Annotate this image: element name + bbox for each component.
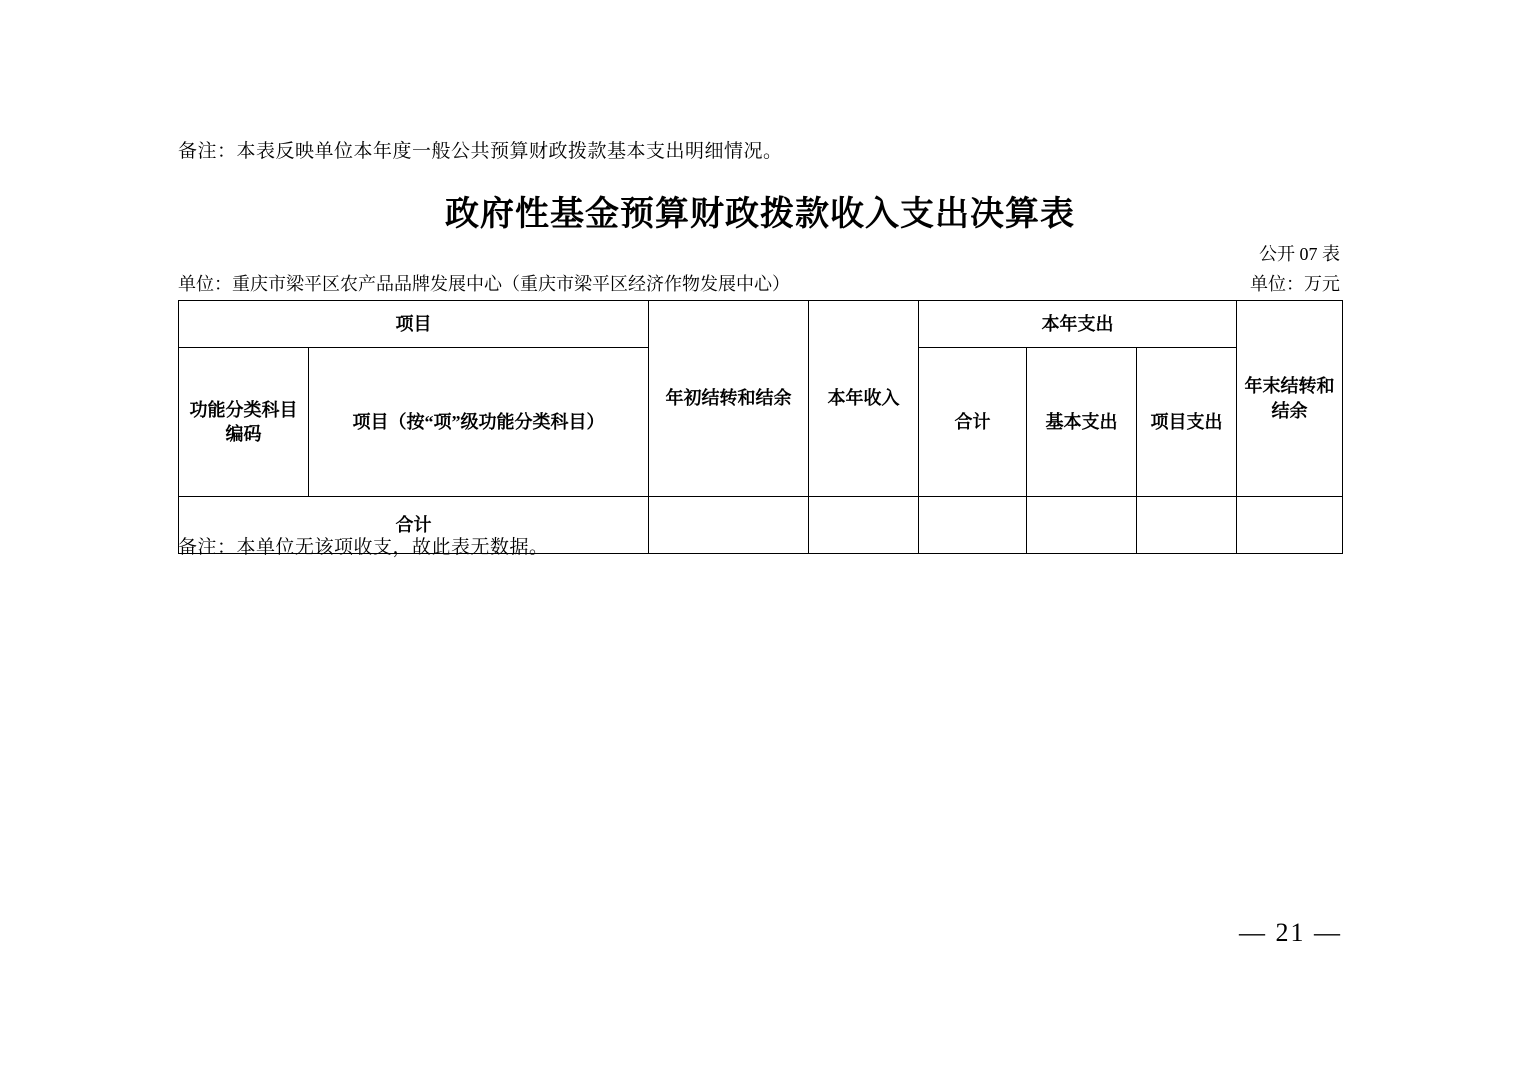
header-year-expense-group: 本年支出: [919, 301, 1237, 348]
page-number: — 21 —: [1239, 918, 1342, 947]
budget-table: [178, 300, 1343, 554]
note-bottom: 备注：本单位无该项收支，故此表无数据。: [178, 537, 549, 558]
row-total-end-balance: [1237, 497, 1343, 554]
header-function-code: 功能分类科目编码: [179, 348, 309, 497]
header-item-group: 项目: [179, 301, 649, 348]
page-title: 政府性基金预算财政拨款收入支出决算表: [445, 196, 1075, 233]
unit-measure: 单位：万元: [1250, 274, 1340, 294]
row-total-expense-total: [919, 497, 1027, 554]
header-expense-total: 合计: [919, 348, 1027, 497]
header-end-balance: 年末结转和结余: [1237, 301, 1343, 497]
header-basic-expense: 基本支出: [1027, 348, 1137, 497]
row-total-begin-balance: [649, 497, 809, 554]
header-year-income: 本年收入: [809, 301, 919, 497]
header-begin-balance: 年初结转和结余: [649, 301, 809, 497]
header-item-name: 项目（按“项”级功能分类科目）: [309, 348, 649, 497]
header-project-expense: 项目支出: [1137, 348, 1237, 497]
row-total-project-expense: [1137, 497, 1237, 554]
row-total-basic-expense: [1027, 497, 1137, 554]
unit-name: 单位：重庆市梁平区农产品品牌发展中心（重庆市梁平区经济作物发展中心）: [178, 274, 790, 294]
row-total-year-income: [809, 497, 919, 554]
form-number: 公开 07 表: [1259, 244, 1340, 264]
table-header-row-1: [179, 301, 1343, 348]
note-top: 备注：本表反映单位本年度一般公共预算财政拨款基本支出明细情况。: [178, 141, 783, 162]
row-total-label: 合计: [179, 497, 649, 554]
